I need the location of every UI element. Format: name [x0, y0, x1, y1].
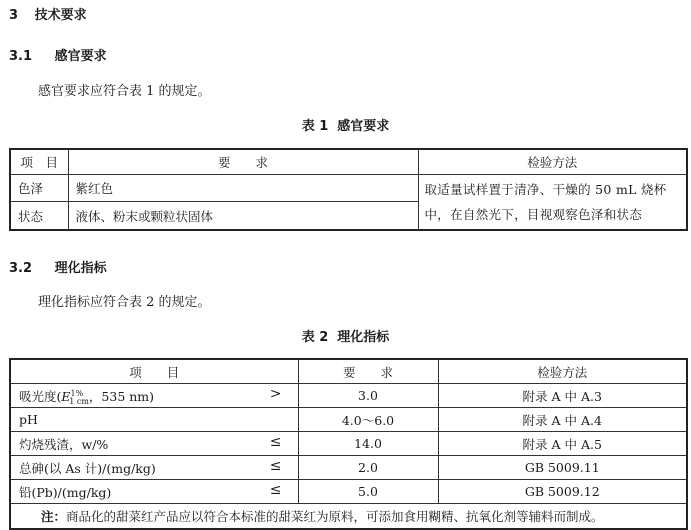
- table-row: [10, 175, 687, 202]
- section-number: 3.2: [9, 261, 33, 276]
- requirement-cell: 5.0: [298, 480, 438, 504]
- item-cell: [10, 456, 298, 480]
- section-title: 理化指标: [54, 261, 107, 276]
- column-header: 要 求: [298, 359, 438, 384]
- item-cell: [10, 432, 298, 456]
- method-cell: 附录 A 中 A.5: [438, 432, 687, 456]
- column-header: 检验方法: [418, 149, 687, 175]
- comparison-symbol: ≤: [269, 458, 282, 474]
- item-symbol-e: E: [61, 388, 71, 404]
- item-cell: [10, 408, 298, 432]
- item-text: 铅(Pb)/(mg/kg): [19, 484, 112, 500]
- column-header: 要 求: [68, 149, 418, 175]
- comparison-symbol: ≤: [269, 482, 282, 498]
- section-heading-3-1: [9, 45, 107, 64]
- note-text: 商品化的甜菜红产品应以符合本标准的甜菜红为原料，可添加食用糊精、抗氧化剂等辅料而制成。: [66, 509, 604, 524]
- table-caption: 表 1 感官要求: [301, 119, 390, 134]
- item-text: 灼烧残渣，w/%: [19, 436, 109, 452]
- method-cell: 附录 A 中 A.3: [438, 384, 687, 408]
- table-row: [10, 456, 687, 480]
- table-header-row: [10, 149, 687, 175]
- section-title: 技术要求: [34, 8, 87, 23]
- section-number: 3.1: [9, 49, 33, 64]
- method-cell: GB 5009.11: [438, 456, 687, 480]
- table-row: [10, 408, 687, 432]
- item-cell: 状态: [10, 202, 68, 230]
- method-cell: 附录 A 中 A.4: [438, 408, 687, 432]
- requirement-cell: 3.0: [298, 384, 438, 408]
- item-cell: 色泽: [10, 175, 68, 202]
- item-cell: [10, 480, 298, 504]
- section-number: 3: [9, 8, 19, 23]
- item-text: ，535 nm): [88, 388, 155, 404]
- table-header-row: [10, 359, 687, 384]
- item-text: 总砷(以 As 计)/(mg/kg): [19, 460, 156, 476]
- table-row: [10, 480, 687, 504]
- note-label: 注：: [41, 509, 67, 524]
- item-text: 吸光度(: [19, 388, 62, 404]
- column-header: 检验方法: [438, 359, 687, 384]
- method-cell: GB 5009.12: [438, 480, 687, 504]
- requirement-cell: 14.0: [298, 432, 438, 456]
- section-heading-3: [9, 4, 87, 23]
- section-title: 感官要求: [54, 49, 107, 64]
- section-heading-3-2: [9, 257, 107, 276]
- sensory-requirements-table: [9, 148, 688, 231]
- requirement-cell: 紫红色: [68, 175, 418, 202]
- requirement-cell: 4.0～6.0: [298, 408, 438, 432]
- column-header: 项 目: [10, 149, 68, 175]
- table-caption: 表 2 理化指标: [301, 330, 390, 345]
- table-row: [10, 432, 687, 456]
- comparison-symbol: >: [269, 386, 282, 402]
- comparison-symbol: ≤: [269, 434, 282, 450]
- physicochemical-indicators-table: [9, 358, 688, 530]
- table-note: [10, 504, 687, 530]
- item-text: pH: [19, 412, 38, 427]
- item-subscript: 1 cm: [69, 397, 89, 406]
- method-cell: 取适量试样置于清净、干燥的 50 mL 烧杯中，在自然光下，目视观察色泽和状态: [418, 175, 687, 231]
- section-body: 感官要求应符合表 1 的规定。: [38, 84, 211, 99]
- table-row: [10, 384, 687, 408]
- section-body: 理化指标应符合表 2 的规定。: [38, 295, 211, 310]
- requirement-cell: 液体、粉末或颗粒状固体: [68, 202, 418, 230]
- item-cell: [10, 384, 298, 408]
- table-note-row: [10, 504, 687, 530]
- item-superscript: 1%: [70, 388, 84, 398]
- requirement-cell: 2.0: [298, 456, 438, 480]
- column-header: 项 目: [10, 359, 298, 384]
